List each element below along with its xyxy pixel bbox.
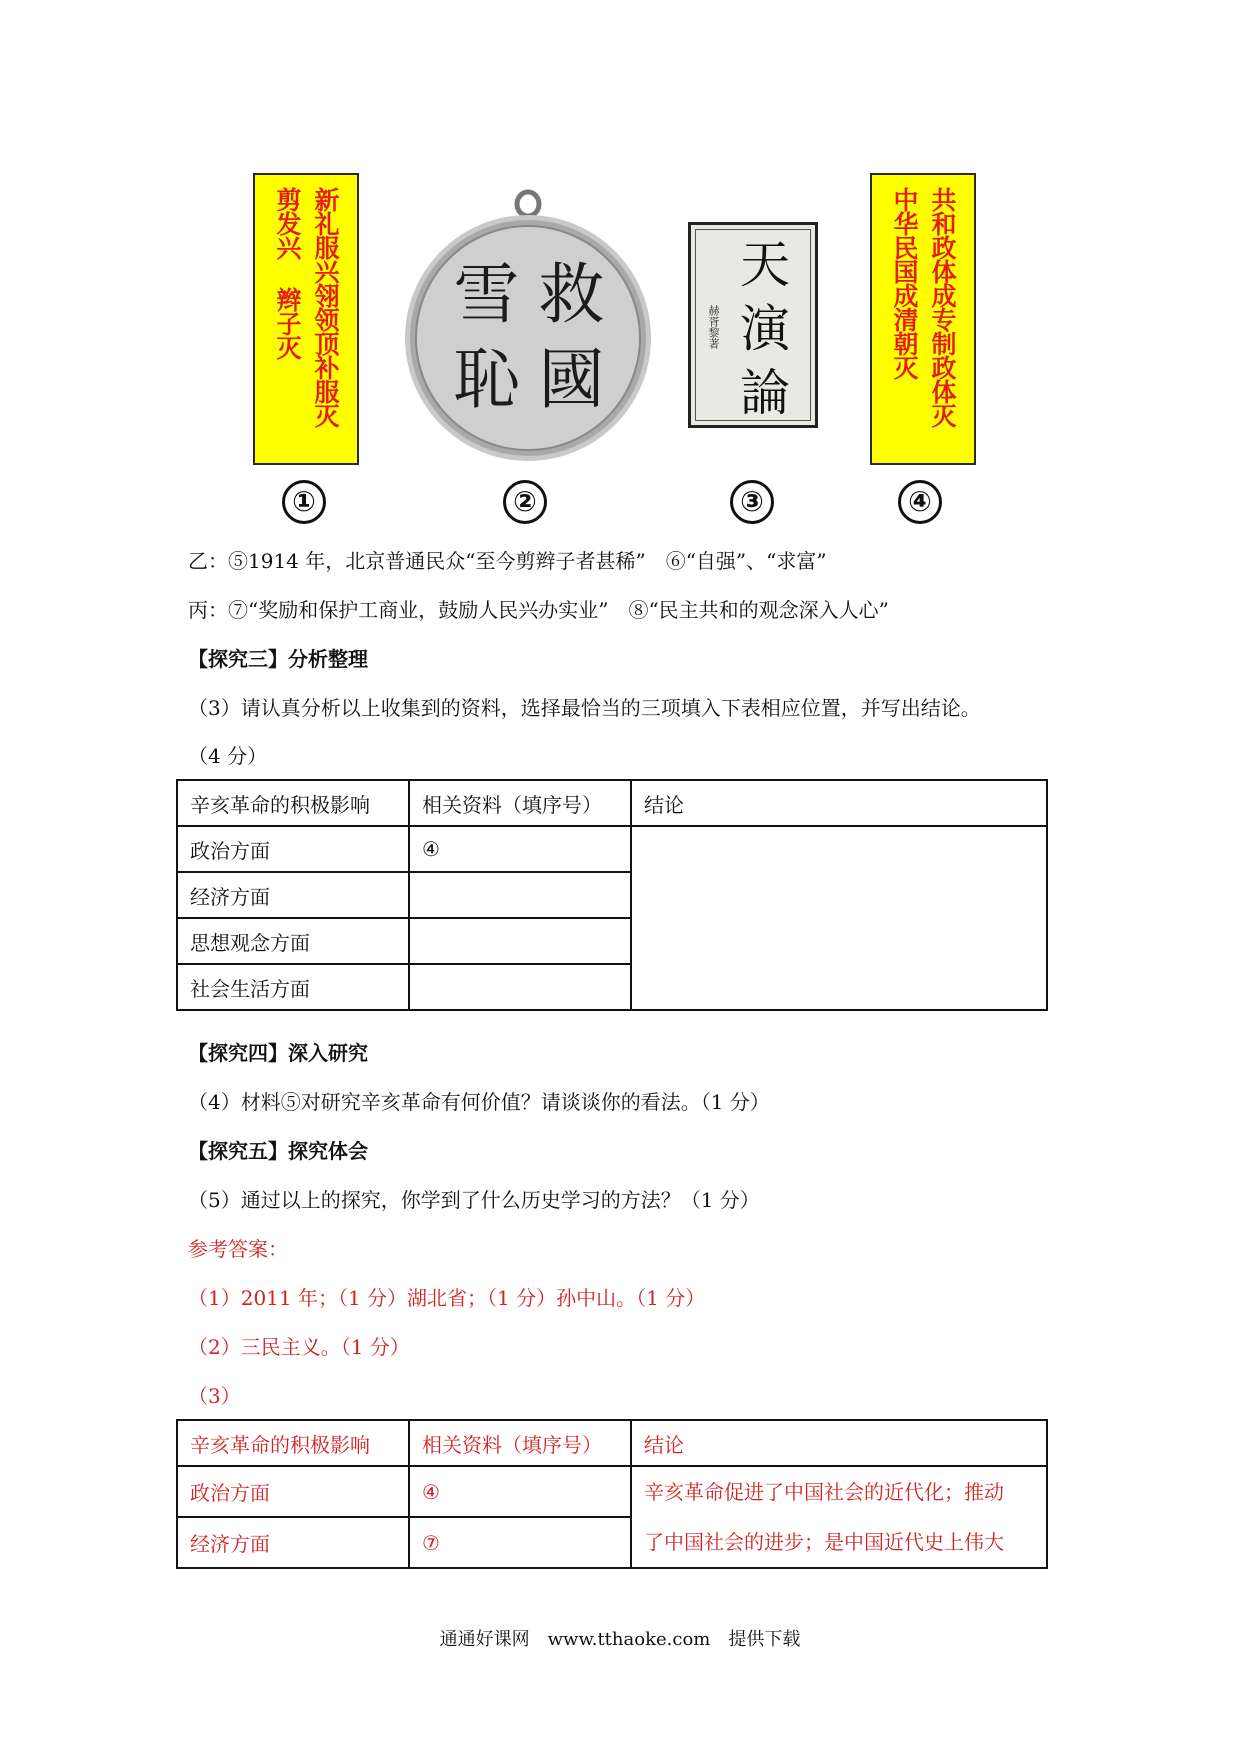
page-footer: 通通好课网 www.tthaoke.com 提供下载 bbox=[439, 1629, 801, 1650]
figure-number: ② bbox=[503, 480, 547, 524]
conclusion-line: 辛亥革命促进了中国社会的近代化；推动 bbox=[644, 1480, 1004, 1504]
conclusion-cell bbox=[631, 826, 1047, 1010]
table-header-row bbox=[177, 1420, 1047, 1466]
aspect-cell: 政治方面 bbox=[177, 826, 409, 872]
answer-3-label: （3） bbox=[188, 1384, 241, 1408]
reference-answer-label: 参考答案： bbox=[188, 1237, 288, 1261]
material-cell bbox=[409, 964, 631, 1010]
aspect-cell: 政治方面 bbox=[177, 1466, 409, 1517]
material-cell bbox=[409, 918, 631, 964]
answer-2: （2）三民主义。（1 分） bbox=[188, 1335, 410, 1359]
header-cell: 辛亥革命的积极影响 bbox=[177, 1420, 409, 1466]
figure-number: ① bbox=[282, 480, 326, 524]
aspect-cell: 经济方面 bbox=[177, 1517, 409, 1568]
material-bing: 丙：⑦“奖励和保护工商业，鼓励人民兴办实业” ⑧“民主共和的观念深入人心” bbox=[188, 598, 889, 622]
material-cell: ④ bbox=[409, 1466, 631, 1517]
badge-char: 雪 bbox=[453, 256, 520, 333]
material-yi: 乙：⑤1914 年，北京普通民众“至今剪辫子者甚稀” ⑥“自强”、“求富” bbox=[188, 549, 827, 573]
question-3-score: （4 分） bbox=[188, 744, 268, 768]
header-cell: 结论 bbox=[631, 1420, 1047, 1466]
banner-column: 剪发兴 辫子灭 bbox=[273, 187, 302, 359]
material-cell: ④ bbox=[409, 826, 631, 872]
header-cell: 辛亥革命的积极影响 bbox=[177, 780, 409, 826]
title-char: 論 bbox=[740, 364, 790, 422]
material-cell: ⑦ bbox=[409, 1517, 631, 1568]
aspect-cell: 思想观念方面 bbox=[177, 918, 409, 964]
book-title bbox=[735, 233, 795, 425]
answer-table bbox=[176, 1419, 1048, 1569]
figure-number: ④ bbox=[898, 480, 942, 524]
table-row bbox=[177, 826, 1047, 872]
title-char: 演 bbox=[740, 300, 790, 358]
badge-char: 國 bbox=[538, 341, 605, 418]
title-char: 天 bbox=[740, 236, 790, 294]
header-cell: 相关资料（填序号） bbox=[409, 780, 631, 826]
header-cell: 结论 bbox=[631, 780, 1047, 826]
banner-column: 新礼服兴翎领顶补服灭 bbox=[311, 187, 340, 427]
table-row bbox=[177, 1466, 1047, 1517]
figure-number: ③ bbox=[730, 480, 774, 524]
question-3: （3）请认真分析以上收集到的资料，选择最恰当的三项填入下表相应位置，并写出结论。 bbox=[188, 696, 981, 720]
badge-char: 恥 bbox=[453, 341, 520, 418]
section-heading: 【探究四】深入研究 bbox=[188, 1041, 368, 1065]
analysis-table bbox=[176, 779, 1048, 1011]
question-4: （4）材料⑤对研究辛亥革命有何价值？请谈谈你的看法。（1 分） bbox=[188, 1090, 770, 1114]
banner-figure-4 bbox=[870, 173, 976, 465]
table-header-row bbox=[177, 780, 1047, 826]
header-cell: 相关资料（填序号） bbox=[409, 1420, 631, 1466]
tianyanlun-book-cover bbox=[688, 222, 818, 428]
book-author: 赫胥黎著 bbox=[707, 305, 720, 349]
badge-char: 救 bbox=[538, 256, 605, 333]
aspect-cell: 经济方面 bbox=[177, 872, 409, 918]
banner-column: 中华民国成清朝灭 bbox=[890, 187, 919, 379]
section-heading: 【探究五】探究体会 bbox=[188, 1139, 368, 1163]
badge-characters bbox=[444, 254, 614, 424]
material-cell bbox=[409, 872, 631, 918]
banner-column: 共和政体成专制政体灭 bbox=[928, 187, 957, 427]
banner-figure-1 bbox=[253, 173, 359, 465]
conclusion-line: 了中国社会的进步；是中国近代史上伟大 bbox=[644, 1530, 1004, 1554]
aspect-cell: 社会生活方面 bbox=[177, 964, 409, 1010]
question-5: （5）通过以上的探究，你学到了什么历史学习的方法？（1 分） bbox=[188, 1188, 760, 1212]
conclusion-cell bbox=[631, 1466, 1047, 1568]
section-heading: 【探究三】分析整理 bbox=[188, 647, 368, 671]
answer-1: （1）2011 年；（1 分）湖北省；（1 分）孙中山。（1 分） bbox=[188, 1286, 706, 1310]
